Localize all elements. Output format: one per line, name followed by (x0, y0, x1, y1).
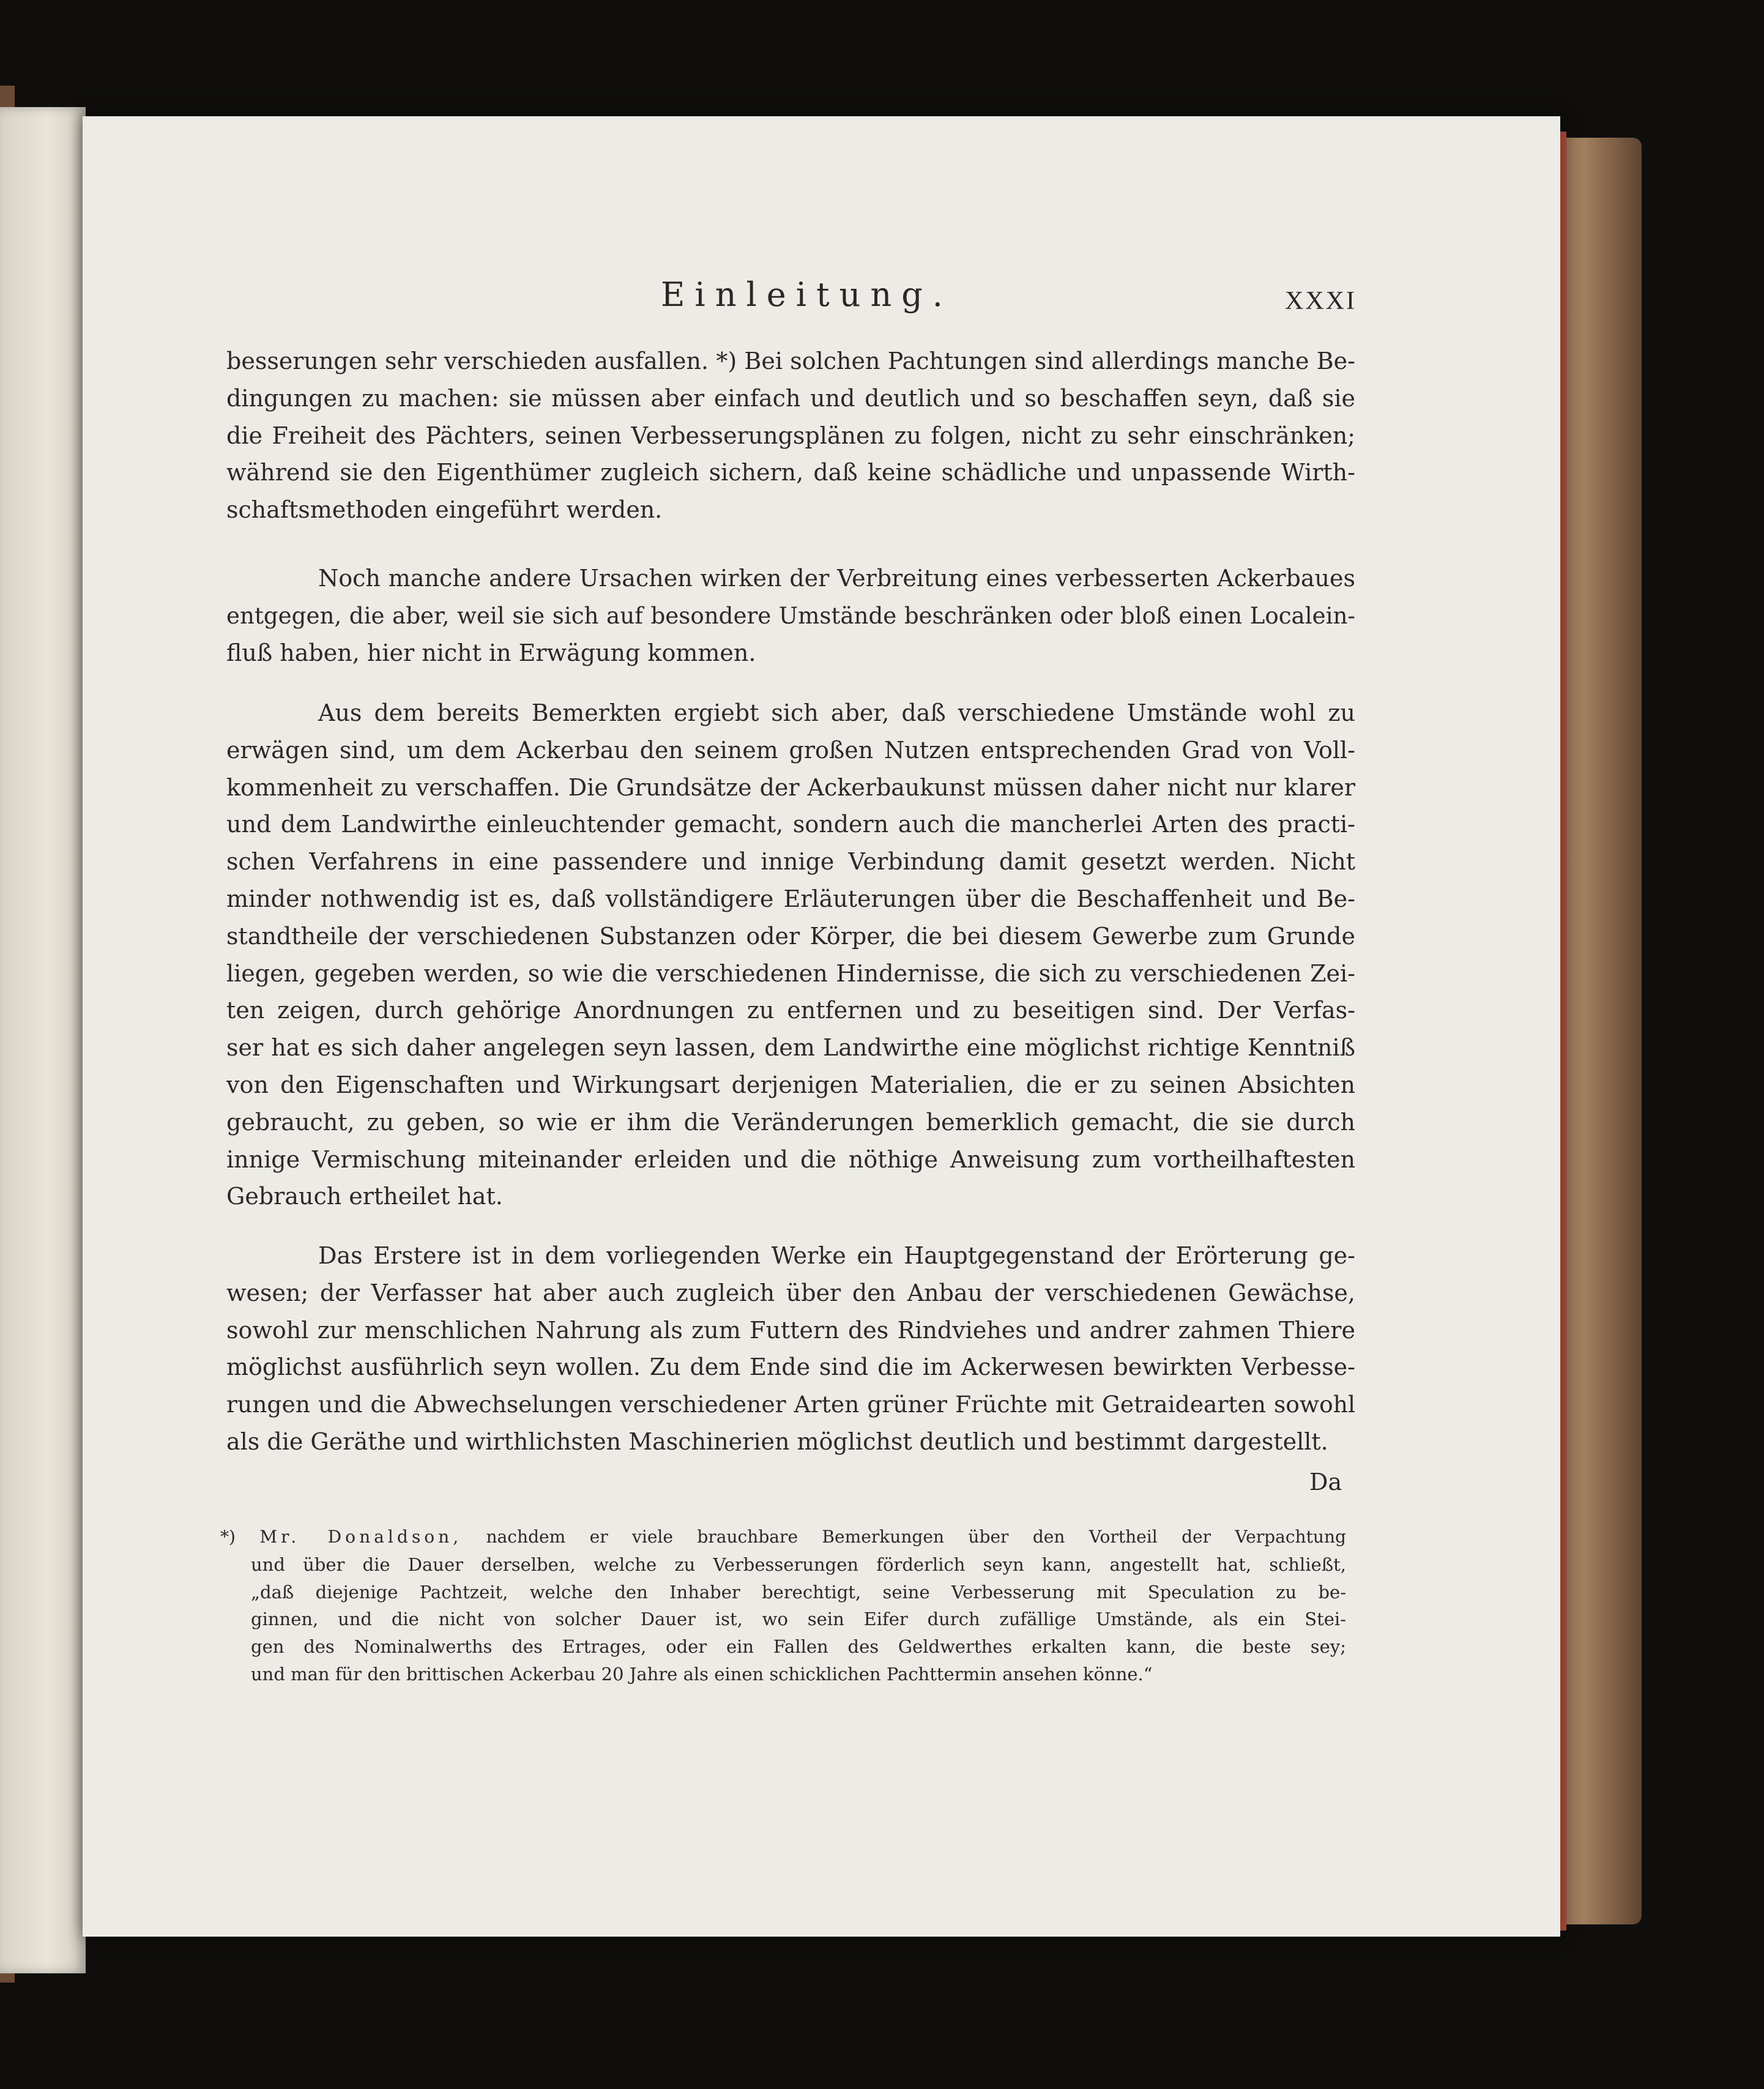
text-line: Noch manche andere Ursachen wirken der Verbreitung eines verbesserten Ackerbaues (318, 565, 1355, 592)
text-line: von den Eigenschaften und Wirkungsart derjenigen Materialien, die er zu seinen Absichten (226, 1071, 1355, 1098)
footnote-author: Mr. Donaldson, (259, 1527, 463, 1547)
text-line: möglichst ausführlich seyn wollen. Zu dem Ende sind die im Ackerwesen bewirkten Verbesse- (226, 1354, 1355, 1381)
text-line: besserungen sehr verschieden ausfallen. *) Bei solchen Pachtungen sind allerdings manche Be- (226, 348, 1355, 374)
catchword: Da (1309, 1469, 1342, 1495)
text-line: und dem Landwirthe einleuchtender gemacht, sondern auch die mancherlei Arten des practi- (226, 811, 1355, 838)
text-line: standtheile der verschiedenen Substanzen oder Körper, die bei diesem Gewerbe zum Grunde (226, 922, 1355, 950)
footnote-text: nachdem er viele brauchbare Bemerkungen über den Vortheil der Verpachtung (486, 1527, 1347, 1547)
footnote-first-line (220, 1524, 1346, 1551)
text-line: ten zeigen, durch gehörige Anordnungen zu entfernen und zu beseitigen sind. Der Verfas- (226, 997, 1355, 1024)
text-line: während sie den Eigenthümer zugleich sichern, daß keine schädliche und unpassende Wirth- (226, 459, 1355, 486)
text-line: erwägen sind, um dem Ackerbau den seinem großen Nutzen entsprechenden Grad von Voll- (226, 736, 1355, 764)
text-line: die Freiheit des Pächters, seinen Verbesserungsplänen zu folgen, nicht zu sehr einschränken; (226, 422, 1355, 449)
footnote-line: ginnen, und die nicht von solcher Dauer ist, wo sein Eifer durch zufällige Umstände, als ein Stei- (251, 1609, 1346, 1630)
text-line: schen Verfahrens in eine passendere und innige Verbindung damit gesetzt werden. Nicht (226, 848, 1355, 876)
text-line: fluß haben, hier nicht in Erwägung kommen. (226, 639, 756, 666)
footnote-line: „daß diejenige Pachtzeit, welche den Inhaber berechtigt, seine Verbesserung mit Speculation zu be- (251, 1581, 1346, 1603)
paragraph-2 (226, 560, 1355, 671)
footnote-line: und man für den brittischen Ackerbau 20 Jahre als einen schicklichen Pachttermin ansehen könne.“ (251, 1663, 1153, 1685)
text-line: als die Geräthe und wirthlichsten Maschinerien möglichst deutlich und bestimmt dargestellt. (226, 1428, 1328, 1455)
text-line: schaftsmethoden eingeführt werden. (226, 496, 663, 524)
facing-page-edge (0, 107, 86, 1973)
text-line: innige Vermischung miteinander erleiden und die nöthige Anweisung zum vortheilhaftesten (226, 1145, 1355, 1173)
footnote-line: gen des Nominalwerths des Ertrages, oder ein Fallen des Geldwerthes erkalten kann, die beste sey; (251, 1636, 1346, 1658)
text-line: minder nothwendig ist es, daß vollständigere Erläuterungen über die Beschaffenheit und Be- (226, 885, 1355, 912)
footnote-line: und über die Dauer derselben, welche zu Verbesserungen förderlich seyn kann, angestellt hat, schließt, (251, 1554, 1346, 1575)
text-line: Das Erstere ist in dem vorliegenden Werke ein Hauptgegenstand der Erörterung ge- (318, 1242, 1355, 1269)
text-line: liegen, gegeben werden, so wie die verschiedenen Hindernisse, die sich zu verschiedenen Zei- (226, 959, 1355, 987)
paragraph-4 (226, 1237, 1355, 1461)
text-line: wesen; der Verfasser hat aber auch zugleich über den Anbau der verschiedenen Gewächse, (226, 1279, 1355, 1306)
footnote-marker: *) (220, 1527, 236, 1547)
paragraph-3 (226, 694, 1355, 1215)
text-line: kommenheit zu verschaffen. Die Grundsätze der Ackerbaukunst müssen daher nicht nur klarer (226, 773, 1355, 801)
book-cover-right (1559, 138, 1642, 1924)
text-line: gebraucht, zu geben, so wie er ihm die Veränderungen bemerklich gemacht, die sie durch (226, 1108, 1355, 1136)
text-line: entgegen, die aber, weil sie sich auf besondere Umstände beschränken oder bloß einen Localein- (226, 601, 1355, 629)
footnote (220, 1524, 1347, 1688)
text-line: rungen und die Abwechselungen verschiedener Arten grüner Früchte mit Getraidearten sowohl (226, 1391, 1355, 1418)
text-line: Aus dem bereits Bemerkten ergiebt sich aber, daß verschiedene Umstände wohl zu (318, 699, 1355, 726)
page-number: XXXI (1285, 287, 1356, 315)
running-head: Einleitung. (661, 275, 953, 314)
paragraph-1 (226, 343, 1355, 529)
text-line: sowohl zur menschlichen Nahrung als zum Futtern des Rindviehes und andrer zahmen Thiere (226, 1316, 1355, 1344)
text-line: Gebrauch ertheilet hat. (226, 1183, 503, 1210)
text-line: dingungen zu machen: sie müssen aber einfach und deutlich und so beschaffen seyn, daß sie (226, 384, 1355, 412)
text-line: ser hat es sich daher angelegen seyn lassen, dem Landwirthe eine möglichst richtige Kenntniß (226, 1034, 1355, 1062)
